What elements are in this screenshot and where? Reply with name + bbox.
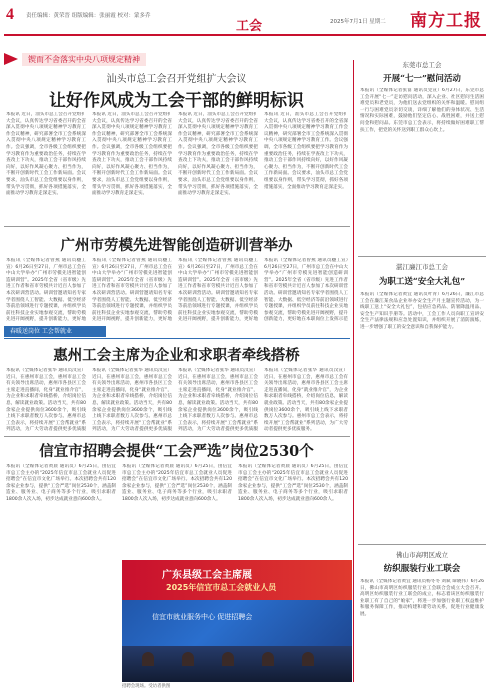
sidebar2-headline: 为职工送“安全大礼包” bbox=[378, 277, 466, 287]
story4-body-col2: 本报讯（全媒体记者黄晨 通讯员）6月25日，由信宜市总工会主办的“2025年信宜市总工会就业人员促进招聘会”在信宜市文化广场举行。本次招聘会共有120余家企业参与，提供“工会严选”岗位2530个，涵盖制造业、服务业、电子商务等多个行业，吸引求职者1800余人次入场，初步达成就业意向600余人。 bbox=[122, 464, 232, 502]
sidebar2-body: 本报讯（全媒体记者黄宜 通讯员叶青）6月26日，廉江市总工会在廉江某食品企业举办安全生产月主题宣传活动，为一线职工送上“安全大礼包”，包括应急药品、防暑降温用品、安全生产知识手册等。活动中，工会工作人员向职工宣讲安全生产法律法规和应急处置知识，并组织开展了消防演练，进一步增强了职工的安全意识和自我保护能力。 bbox=[360, 292, 484, 330]
sidebar1-body: 本报讯（全媒体记者张富 通讯员莞宣）6月27日，东莞市总工会开展“七一”走访慰问活动，深入企业、社区慰问生活困难党员和老党员，为他们送去党组织的关怀和温暖。慰问组一行与困难党员亲切交谈，详细了解他们的身体状况、生活情况和实际困难，鼓励他们坚定信心、战胜困难，并送上慰问金和慰问品。东莞市总工会表示，将持续做好困难职工帮扶工作，把党的关怀送到职工群众心坎上。 bbox=[360, 88, 484, 133]
editor-credits: 责任编辑：黄荣晋 组版编辑：张丽霞 校对：蒙多乔 bbox=[26, 13, 151, 19]
story2-body-col3: 本报讯（全媒体记者曾燕 通讯员穗工宣）6月26日至27日，广州市总工会在中山大学举办“广州市劳模先进智能创造研训营”。2025年全省（省市级）先进工作者和省市劳模共计近百人参加了本次研训营活动。研训营邀请知名专家学者围绕人工智能、大数据、低空经济等前沿领域进行专题授课，并组织学员前往科技企业实地参观交流，帮助劳模先进开阔视野，提升创新能力，更好地 bbox=[178, 258, 258, 322]
person-silhouette-icon bbox=[142, 652, 154, 666]
lead-kicker: 汕头市总工会召开党组扩大会议 bbox=[106, 74, 247, 85]
story2-headline: 广州市劳模先进智能创造研训营举办 bbox=[60, 237, 293, 254]
lead-headline: 让好作风成为工会干部的鲜明标识 bbox=[49, 91, 304, 111]
photo-screen-text: 信宜市就业服务中心 促进招聘会 bbox=[152, 613, 253, 621]
sidebar1-headline: 开展“七一”慰问活动 bbox=[383, 74, 461, 84]
story3-body-col3: 本报讯（全媒体记者张华 通讯员汶宣）近日，在惠州市总工会，惠州市总工会有关领导出席活动，惠州市各县区工会主席走进直播间，化身“就业推介官”，为企业和求职者牵线搭桥，介绍岗位信息，解读就业政策。活动当天，共有80余家企业提供岗位3600余个，吸引线上线下求职者数万人次参与。惠州市总工会表示，将持续开展“工会帮就业”系列活动，为广大劳动者提供更多优质服 bbox=[178, 368, 258, 432]
person-silhouette-icon bbox=[262, 652, 274, 666]
story4-body-col3: 本报讯（全媒体记者黄晨 通讯员）6月25日，由信宜市总工会主办的“2025年信宜市总工会就业人员促进招聘会”在信宜市文化广场举行。本次招聘会共有120余家企业参与，提供“工会严选”岗位2530个，涵盖制造业、服务业、电子商务等多个行业，吸引求职者1800余人次入场，初步达成就业意向600余人。 bbox=[238, 464, 348, 502]
story4-headline: 信宜市招聘会提供“工会严选”岗位2530个 bbox=[39, 443, 314, 460]
divider bbox=[4, 226, 350, 227]
sidebar3-headline: 纺织服装行业工联会 bbox=[383, 564, 461, 574]
slogan-strip: 锲而不舍落实中央八项规定精神 bbox=[22, 53, 146, 66]
photo-audience bbox=[122, 646, 352, 682]
banner-rule bbox=[4, 338, 350, 339]
topic-banner: 春暖送岗位 工会帮就业 bbox=[4, 326, 106, 337]
lead-body-col2: 本报讯 近日，汕头市总工会召开党组扩大会议，认真传达学习省委召开的全省深入贯彻中央八项规定精神学习教育工作会议精神，研究部署全市工会系统深入贯彻中央八项规定精神学习教育工作。会议强调，全市各级工会组织要把学习教育作为重要政治任务，持续在学查改上下功夫，推动工会干部作风持续向好，以好作风凝心聚力、担当作为，不断开创新时代工会工作新局面。会议要求，汕头市总工会党组要以身作则，带头学习贯彻，抓好各项措施落实，全面推动学习教育走深走实。 bbox=[92, 112, 172, 197]
person-silhouette-icon bbox=[182, 652, 194, 666]
issue-date: 2025年7月1日 星期二 bbox=[330, 19, 386, 25]
lead-body-col3: 本报讯 近日，汕头市总工会召开党组扩大会议，认真传达学习省委召开的全省深入贯彻中央八项规定精神学习教育工作会议精神，研究部署全市工会系统深入贯彻中央八项规定精神学习教育工作。会议强调，全市各级工会组织要把学习教育作为重要政治任务，持续在学查改上下功夫，推动工会干部作风持续向好，以好作风凝心聚力、担当作为，不断开创新时代工会工作新局面。会议要求，汕头市总工会党组要以身作则，带头学习贯彻，抓好各项措施落实，全面推动学习教育走深走实。 bbox=[178, 112, 258, 197]
newspaper-brand: 南方工报 bbox=[410, 11, 482, 31]
story2-body-col2: 本报讯（全媒体记者曾燕 通讯员穗工宣）6月26日至27日，广州市总工会在中山大学举办“广州市劳模先进智能创造研训营”。2025年全省（省市级）先进工作者和省市劳模共计近百人参加了本次研训营活动。研训营邀请知名专家学者围绕人工智能、大数据、低空经济等前沿领域进行专题授课，并组织学员前往科技企业实地参观交流，帮助劳模先进开阔视野，提升创新能力，更好地 bbox=[92, 258, 172, 322]
photo-caption: 招聘会现场。受访者供图 bbox=[122, 684, 171, 689]
story3-body-col4: 本报讯（全媒体记者张华 通讯员汶宣）近日，在惠州市总工会，惠州市总工会有关领导出席活动，惠州市各县区工会主席走进直播间，化身“就业推介官”，为企业和求职者牵线搭桥，介绍岗位信息，解读就业政策。活动当天，共有80余家企业提供岗位3600余个，吸引线上线下求职者数万人次参与。惠州市总工会表示，将持续开展“工会帮就业”系列活动，为广大劳动者提供更多优质服务。 bbox=[264, 368, 348, 432]
sidebar2-kicker: 湛江廉江市总工会 bbox=[396, 263, 448, 271]
story2-body-col4: 本报讯（全媒体记者曾燕 通讯员穗工宣）6月26日至27日，广州市总工会在中山大学举办“广州市劳模先进智能创造研训营”。2025年全省（省市级）先进工作者和省市劳模共计近百人参加了本次研训营活动。研训营邀请知名专家学者围绕人工智能、大数据、低空经济等前沿领域进行专题授课，并组织学员前往科技企业实地参观交流，帮助劳模先进开阔视野，提升创新能力，更好地在本职岗位上发挥示范 bbox=[264, 258, 348, 322]
column-separator bbox=[353, 60, 354, 682]
divider bbox=[4, 436, 350, 437]
story3-headline: 惠州工会主席为企业和求职者牵线搭桥 bbox=[53, 347, 300, 364]
story3-body-col2: 本报讯（全媒体记者张华 通讯员汶宣）近日，在惠州市总工会，惠州市总工会有关领导出席活动，惠州市各县区工会主席走进直播间，化身“就业推介官”，为企业和求职者牵线搭桥，介绍岗位信息，解读就业政策。活动当天，共有80余家企业提供岗位3600余个，吸引线上线下求职者数万人次参与。惠州市总工会表示，将持续开展“工会帮就业”系列活动，为广大劳动者提供更多优质服 bbox=[92, 368, 172, 432]
sidebar3-kicker: 佛山市高明区成立 bbox=[396, 551, 448, 559]
story2-body-col1: 本报讯（全媒体记者曾燕 通讯员穗工宣）6月26日至27日，广州市总工会在中山大学举办“广州市劳模先进智能创造研训营”。2025年全省（省市级）先进工作者和省市劳模共计近百人参加了本次研训营活动。研训营邀请知名专家学者围绕人工智能、大数据、低空经济等前沿领域进行专题授课，并组织学员前往科技企业实地参观交流，帮助劳模先进开阔视野，提升创新能力，更好地 bbox=[6, 258, 86, 322]
page-number: 4 bbox=[6, 6, 14, 23]
story4-body-col1: 本报讯（全媒体记者黄晨 通讯员）6月25日，由信宜市总工会主办的“2025年信宜市总工会就业人员促进招聘会”在信宜市文化广场举行。本次招聘会共有120余家企业参与，提供“工会严选”岗位2530个，涵盖制造业、服务业、电子商务等多个行业，吸引求职者1800余人次入场，初步达成就业意向600余人。 bbox=[6, 464, 116, 502]
photo-banner-title: 广东县级工会主席展 bbox=[162, 570, 252, 581]
header-rule bbox=[4, 34, 486, 36]
photo-banner-subtitle: 2025年信宜市总工会就业人员 bbox=[166, 583, 277, 592]
lead-body-col4: 本报讯 近日，汕头市总工会召开党组扩大会议，认真传达学习省委召开的全省深入贯彻中央八项规定精神学习教育工作会议精神，研究部署全市工会系统深入贯彻中央八项规定精神学习教育工作。会议强调，全市各级工会组织要把学习教育作为重要政治任务，持续在学查改上下功夫，推动工会干部作风持续向好，以好作风凝心聚力、担当作为，不断开创新时代工会工作新局面。会议要求，汕头市总工会党组要以身作则，带头学习贯彻，抓好各项措施落实，全面推动学习教育走深走实。 bbox=[264, 112, 348, 190]
person-silhouette-icon bbox=[302, 652, 314, 666]
person-silhouette-icon bbox=[222, 652, 234, 666]
divider bbox=[358, 256, 486, 257]
lead-body-col1: 本报讯 近日，汕头市总工会召开党组扩大会议，认真传达学习省委召开的全省深入贯彻中央八项规定精神学习教育工作会议精神，研究部署全市工会系统深入贯彻中央八项规定精神学习教育工作。会议强调，全市各级工会组织要把学习教育作为重要政治任务，持续在学查改上下功夫，推动工会干部作风持续向好，以好作风凝心聚力、担当作为，不断开创新时代工会工作新局面。会议要求，汕头市总工会党组要以身作则，带头学习贯彻，抓好各项措施落实，全面推动学习教育走深走实。 bbox=[6, 112, 86, 197]
sidebar1-kicker: 东莞市总工会 bbox=[402, 61, 442, 69]
section-title: 工会 bbox=[236, 19, 263, 34]
divider bbox=[358, 544, 486, 545]
slogan-arrow-icon bbox=[4, 53, 18, 65]
event-photo bbox=[122, 560, 352, 682]
story3-body-col1: 本报讯（全媒体记者张华 通讯员汶宣）近日，在惠州市总工会，惠州市总工会有关领导出席活动，惠州市各县区工会主席走进直播间，化身“就业推介官”，为企业和求职者牵线搭桥，介绍岗位信息，解读就业政策。活动当天，共有80余家企业提供岗位3600余个，吸引线上线下求职者数万人次参与。惠州市总工会表示，将持续开展“工会帮就业”系列活动，为广大劳动者提供更多优质服 bbox=[6, 368, 86, 432]
sidebar3-body: 本报讯（全媒体记者黄宜 通讯员杨冬冬 刘斌 谭晓伟）6月26日，佛山市高明区纺织服装行业工会联合会成立大会召开。高明区纺织服装行业工联会的成立，标志着该区纺织服装行业职工有了自己的“娘家”，将进一步加强行业职工权益维护和服务保障工作，推动构建和谐劳动关系，促进行业健康发展。 bbox=[360, 579, 484, 617]
